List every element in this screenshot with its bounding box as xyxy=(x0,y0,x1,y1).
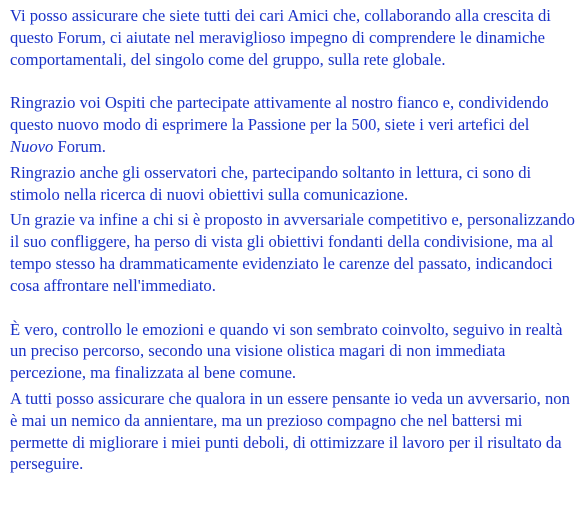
paragraph-friends: Vi posso assicurare che siete tutti dei cari Amici che, collaborando alla crescita di questo Forum, ci aiutate nel meraviglioso impegno di comprendere le dinamiche comportamentali, del singolo come del gruppo, sulla rete globale. xyxy=(10,6,551,69)
italic-nuovo: Nuovo xyxy=(10,136,54,156)
paragraph-companion: A tutti posso assicurare che qualora in un essere pensante io veda un avversario, non è mai un nemico da annientare, ma un prezioso compagno che nel battersi mi permette di migliorare i miei punti deboli, di ottimizzare il lavoro per il risultato da perseguire. xyxy=(10,388,570,474)
paragraph-guests xyxy=(10,92,576,157)
paragraph-emotions: È vero, controllo le emozioni e quando vi son sembrato coinvolto, seguivo in realtà un preciso percorso, secondo una visione olistica magari di non immediata percezione, ma finalizzata al bene comune. xyxy=(10,319,563,383)
paragraph-adversarial: Un grazie va infine a chi si è proposto in avversariale competitivo e, personalizzando il suo confliggere, ha perso di vista gli obiettivi fondanti della condivisione, ma al tempo stesso ha drammaticamente evidenziato le carenze del passato, indicandoci cosa affrontare nell'immediato. xyxy=(10,210,575,295)
paragraph-observers: Ringrazio anche gli osservatori che, partecipando soltanto in lettura, ci sono di stimolo nella ricerca di nuovi obiettivi sulla comunicazione. xyxy=(10,162,532,204)
paragraph-guests-text: Ringrazio voi Ospiti che partecipate attivamente al nostro fianco e, condividendo questo nuovo modo di esprimere la Passione per la 500, siete i veri artefici del xyxy=(10,93,549,135)
forum-message-body xyxy=(10,5,576,475)
paragraph-guests-end: Forum. xyxy=(53,136,106,156)
